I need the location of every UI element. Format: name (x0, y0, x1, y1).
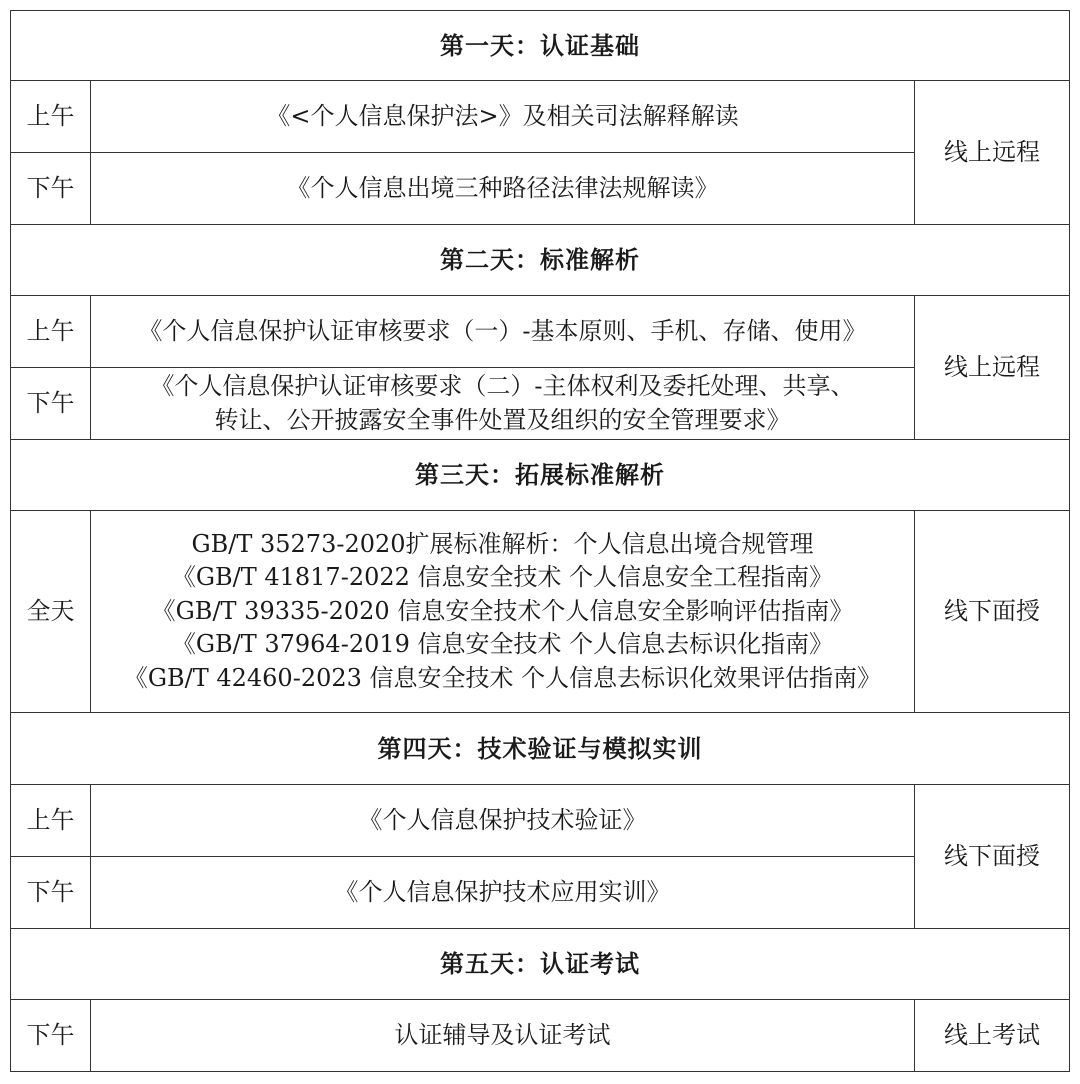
delivery-mode: 线上远程 (915, 81, 1070, 225)
content-line: GB/T 35273-2020扩展标准解析：个人信息出境合规管理 (191, 529, 814, 558)
session-row (11, 368, 1070, 440)
content-line: 转让、公开披露安全事件处置及组织的安全管理要求》 (214, 405, 791, 434)
delivery-mode: 线下面授 (915, 785, 1070, 929)
session-time: 上午 (11, 785, 91, 857)
day-title: 第五天：认证考试 (11, 929, 1070, 1000)
session-content: 认证辅导及认证考试 (91, 1000, 915, 1072)
session-content: 《个人信息保护技术验证》 (91, 785, 915, 857)
session-content: 《个人信息保护技术应用实训》 (91, 857, 915, 929)
content-line: 《GB/T 37964-2019 信息安全技术 个人信息去标识化指南》 (171, 630, 834, 659)
day-title: 第一天：认证基础 (11, 11, 1070, 81)
training-schedule-table (10, 10, 1070, 1072)
session-time: 下午 (11, 153, 91, 225)
session-row (11, 511, 1070, 713)
delivery-mode: 线上考试 (915, 1000, 1070, 1072)
session-row (11, 857, 1070, 929)
session-content (91, 368, 915, 440)
session-time: 下午 (11, 857, 91, 929)
content-line: 《GB/T 41817-2022 信息安全技术 个人信息安全工程指南》 (171, 563, 834, 592)
session-time: 下午 (11, 1000, 91, 1072)
day-title: 第二天：标准解析 (11, 225, 1070, 296)
session-content: 《<个人信息保护法>》及相关司法解释解读 (91, 81, 915, 153)
delivery-mode: 线上远程 (915, 296, 1070, 440)
day-header-row (11, 11, 1070, 81)
day-header-row (11, 225, 1070, 296)
session-row (11, 81, 1070, 153)
content-line: 《GB/T 42460-2023 信息安全技术 个人信息去标识化效果评估指南》 (123, 663, 882, 692)
session-time: 下午 (11, 368, 91, 440)
session-row (11, 785, 1070, 857)
session-row (11, 296, 1070, 368)
content-line: 《GB/T 39335-2020 信息安全技术个人信息安全影响评估指南》 (151, 596, 854, 625)
session-time: 上午 (11, 296, 91, 368)
session-content: 《个人信息出境三种路径法律法规解读》 (91, 153, 915, 225)
session-content (91, 511, 915, 713)
day-header-row (11, 929, 1070, 1000)
session-time: 全天 (11, 511, 91, 713)
session-time: 上午 (11, 81, 91, 153)
day-title: 第四天：技术验证与模拟实训 (11, 713, 1070, 785)
session-content: 《个人信息保护认证审核要求（一）-基本原则、手机、存储、使用》 (91, 296, 915, 368)
day-header-row (11, 713, 1070, 785)
delivery-mode: 线下面授 (915, 511, 1070, 713)
content-line: 《个人信息保护认证审核要求（二）-主体权利及委托处理、共享、 (150, 371, 855, 400)
session-row (11, 1000, 1070, 1072)
day-title: 第三天：拓展标准解析 (11, 440, 1070, 511)
session-row (11, 153, 1070, 225)
day-header-row (11, 440, 1070, 511)
